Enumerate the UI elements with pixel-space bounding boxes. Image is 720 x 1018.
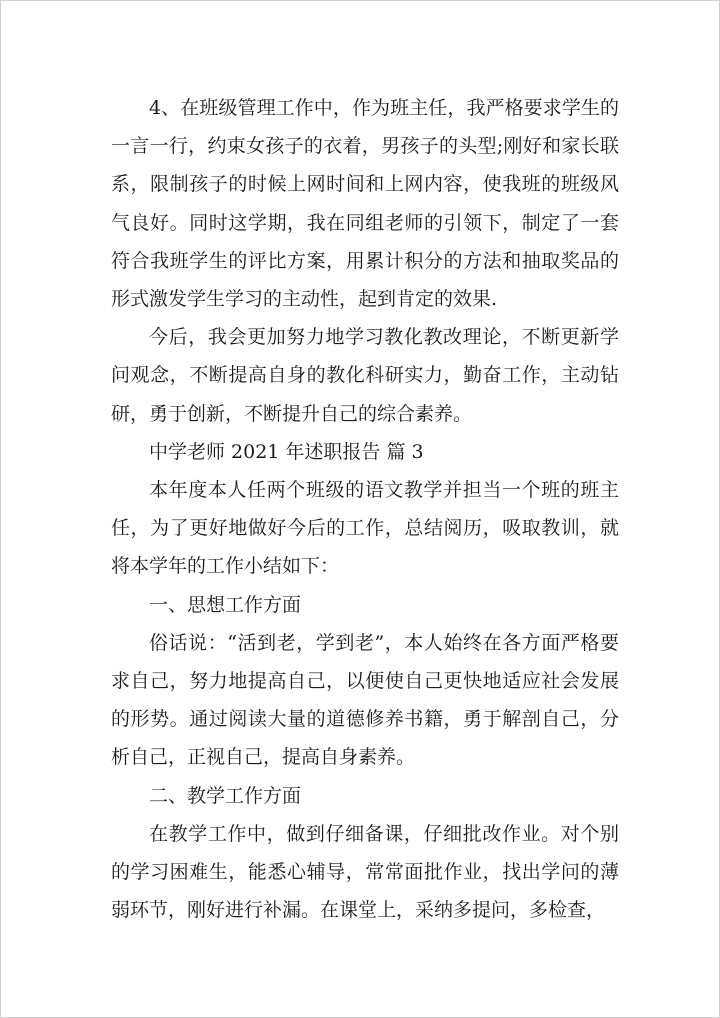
heading-ideology: 一、思想工作方面 [149, 593, 302, 616]
paragraph-ideology: 俗话说：“活到老，学到老”，本人始终在各方面严格要求自己，努力地提高自己，以便使自己更快地适应社会发展的形势。通过阅读大量的道德修养书籍，勇于解剖自己，分析自己，正视自己，提高自身素养。 [111, 631, 619, 769]
paragraph-class-management: 4、在班级管理工作中，作为班主任，我严格要求学生的一言一行，约束女孩子的衣着，男孩子的头型;刚好和家长联系，限制孩子的时候上网时间和上网内容，使我班的班级风气良好。同时这学期，我在同组老师的引领下，制定了一套符合我班学生的评比方案，用累计积分的方法和抽取奖品的形式激发学生学习的主动性，起到肯定的效果. [111, 97, 619, 311]
paragraph-future-plans: 今后，我会更加努力地学习教化教改理论，不断更新学问观念，不断提高自身的教化科研实力，勤奋工作，主动钻研，勇于创新，不断提升自己的综合素养。 [111, 326, 619, 425]
paragraph-teaching: 在教学工作中，做到仔细备课，仔细批改作业。对个别的学习困难生，能悉心辅导，常常面批作业，找出学问的薄弱环节，刚好进行补漏。在课堂上，采纳多提问，多检查， [111, 822, 619, 922]
heading-teaching: 二、教学工作方面 [149, 784, 302, 807]
paragraph-intro: 本年度本人任两个班级的语文教学并担当一个班的班主任，为了更好地做好今后的工作，总结阅历，吸取教训，就将本学年的工作小结如下： [111, 479, 619, 578]
document-body [111, 89, 619, 929]
section-title-report-3: 中学老师 2021 年述职报告 篇 3 [149, 440, 424, 463]
